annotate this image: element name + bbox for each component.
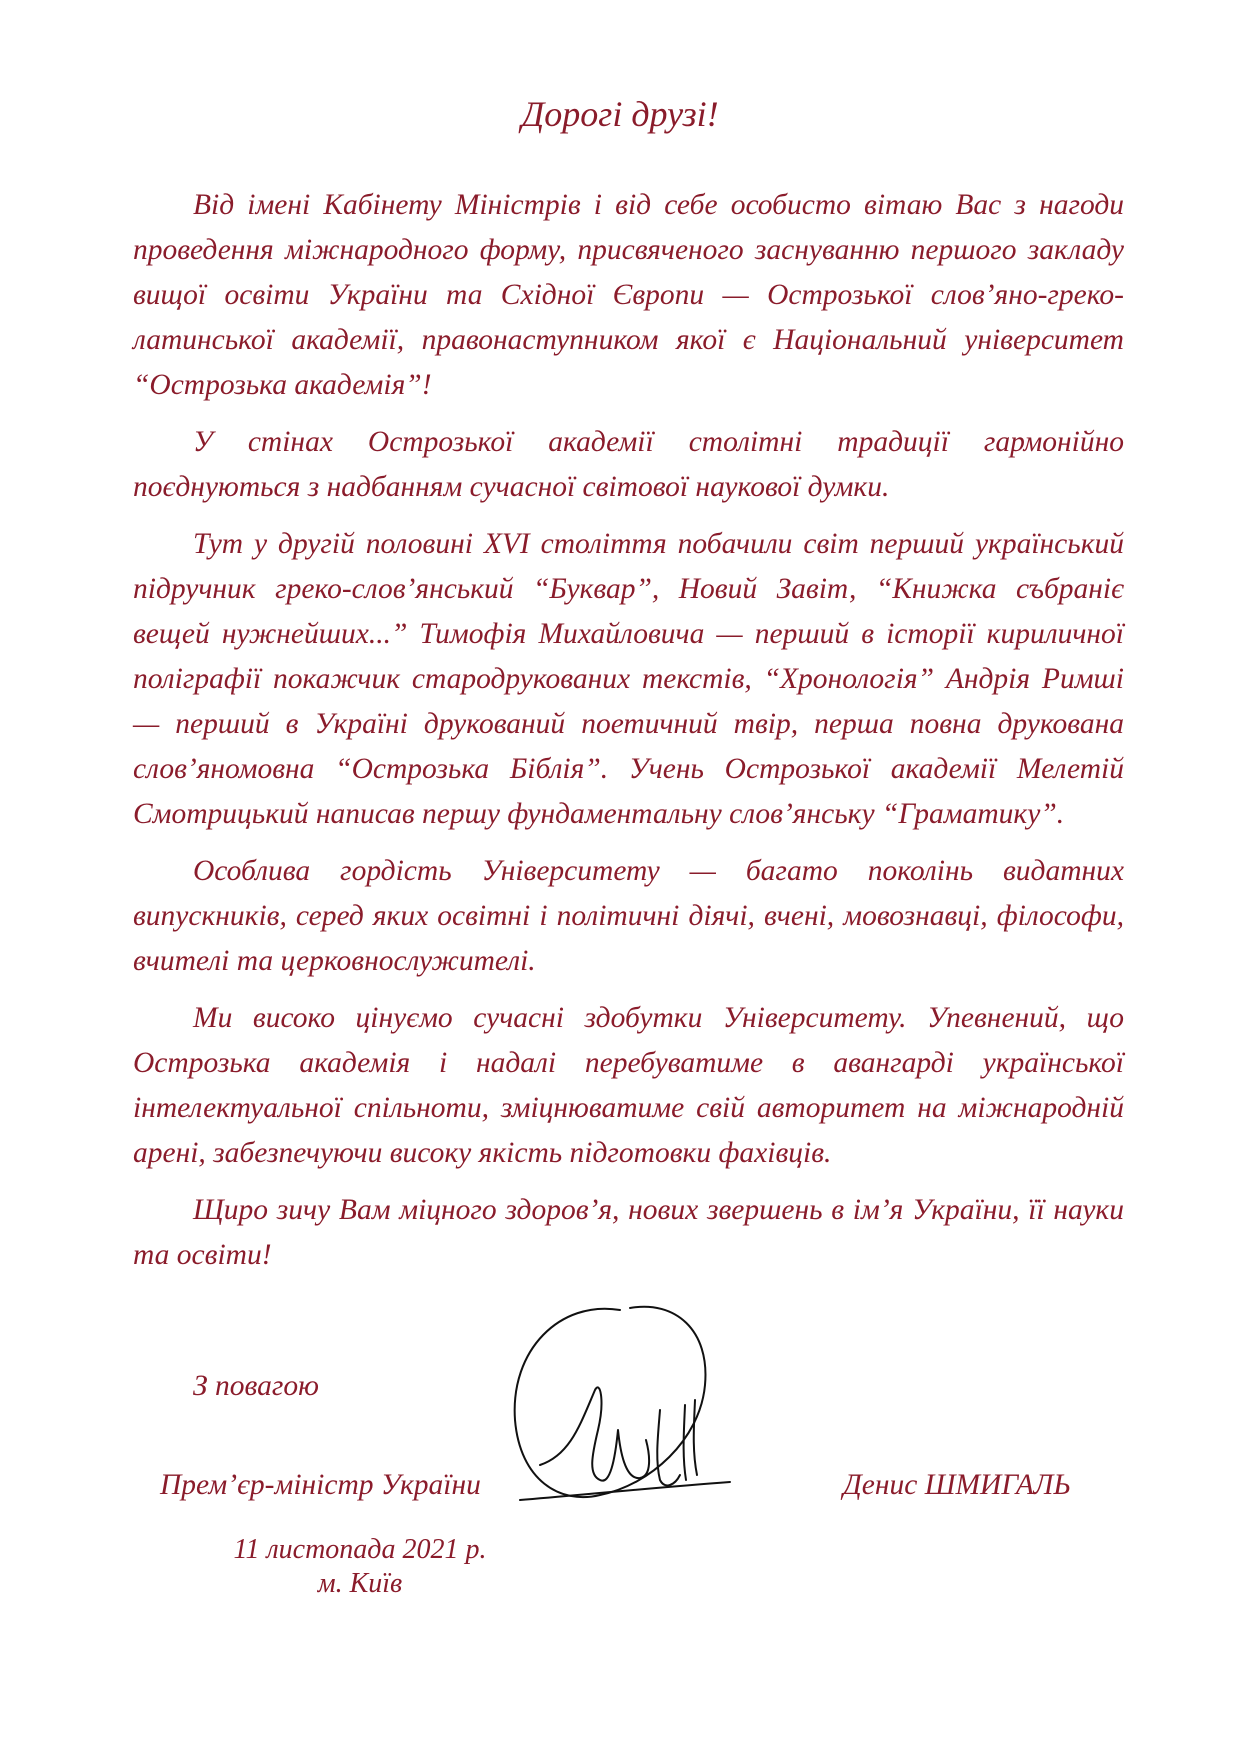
- paragraph-2: У стінах Острозької академії столітні традиції гармонійно поєднуються з надбанням сучасної світової наукової думки.: [133, 426, 1124, 503]
- paragraph-6: Щиро зичу Вам міцного здоров’я, нових звершень в ім’я України, її науки та освіти!: [133, 1194, 1124, 1271]
- closing-phrase: З повагою: [193, 1370, 319, 1402]
- letter-body: [133, 183, 1124, 1290]
- paragraph-4: Особлива гордість Університету — багато поколінь видатних випускників, серед яких освітні і політичні діячі, вчені, мовознавці, філософи, вчителі та церковнослужителі.: [133, 855, 1124, 977]
- signer-position: Прем’єр-міністр України: [160, 1469, 481, 1501]
- letter-greeting: Дорогі друзі!: [521, 94, 719, 134]
- paragraph-5: Ми високо цінуємо сучасні здобутки Університету. Упевнений, що Острозька академія і надалі перебуватиме в авангарді української інтелектуальної спільноти, зміцнюватиме свій авторитет на міжнародній арені, забезпечуючи високу якість підготовки фахівців.: [133, 1002, 1124, 1169]
- paragraph-3: Тут у другій половині XVI століття побачили світ перший український підручник греко-слов’янський “Буквар”, Новий Завіт, “Книжка събраніє вещей нужнейших...” Тимофія Михайловича — перший в історії кириличної поліграфії покажчик стародрукованих текстів, “Хронологія” Андрія Римші — перший в Україні друкований поетичний твір, перша повна друкована слов’яномовна “Острозька Біблія”. Учень Острозької академії Мелетій Смотрицький написав першу фундаментальну слов’янську “Граматику”.: [133, 528, 1124, 830]
- paragraph-1: Від імені Кабінету Міністрів і від себе особисто вітаю Вас з нагоди проведення міжнародного форму, присвяченого заснуванню першого закладу вищої освіти України та Східної Європи — Острозької слов’яно-греко-латинської академії, правонаступником якої є Національний університет “Острозька академія”!: [133, 189, 1124, 401]
- signer-name: Денис ШМИГАЛЬ: [843, 1469, 1071, 1501]
- letter-date: 11 листопада 2021 р.: [233, 1534, 487, 1565]
- handwritten-signature: [500, 1290, 800, 1550]
- letter-city: м. Київ: [317, 1568, 403, 1599]
